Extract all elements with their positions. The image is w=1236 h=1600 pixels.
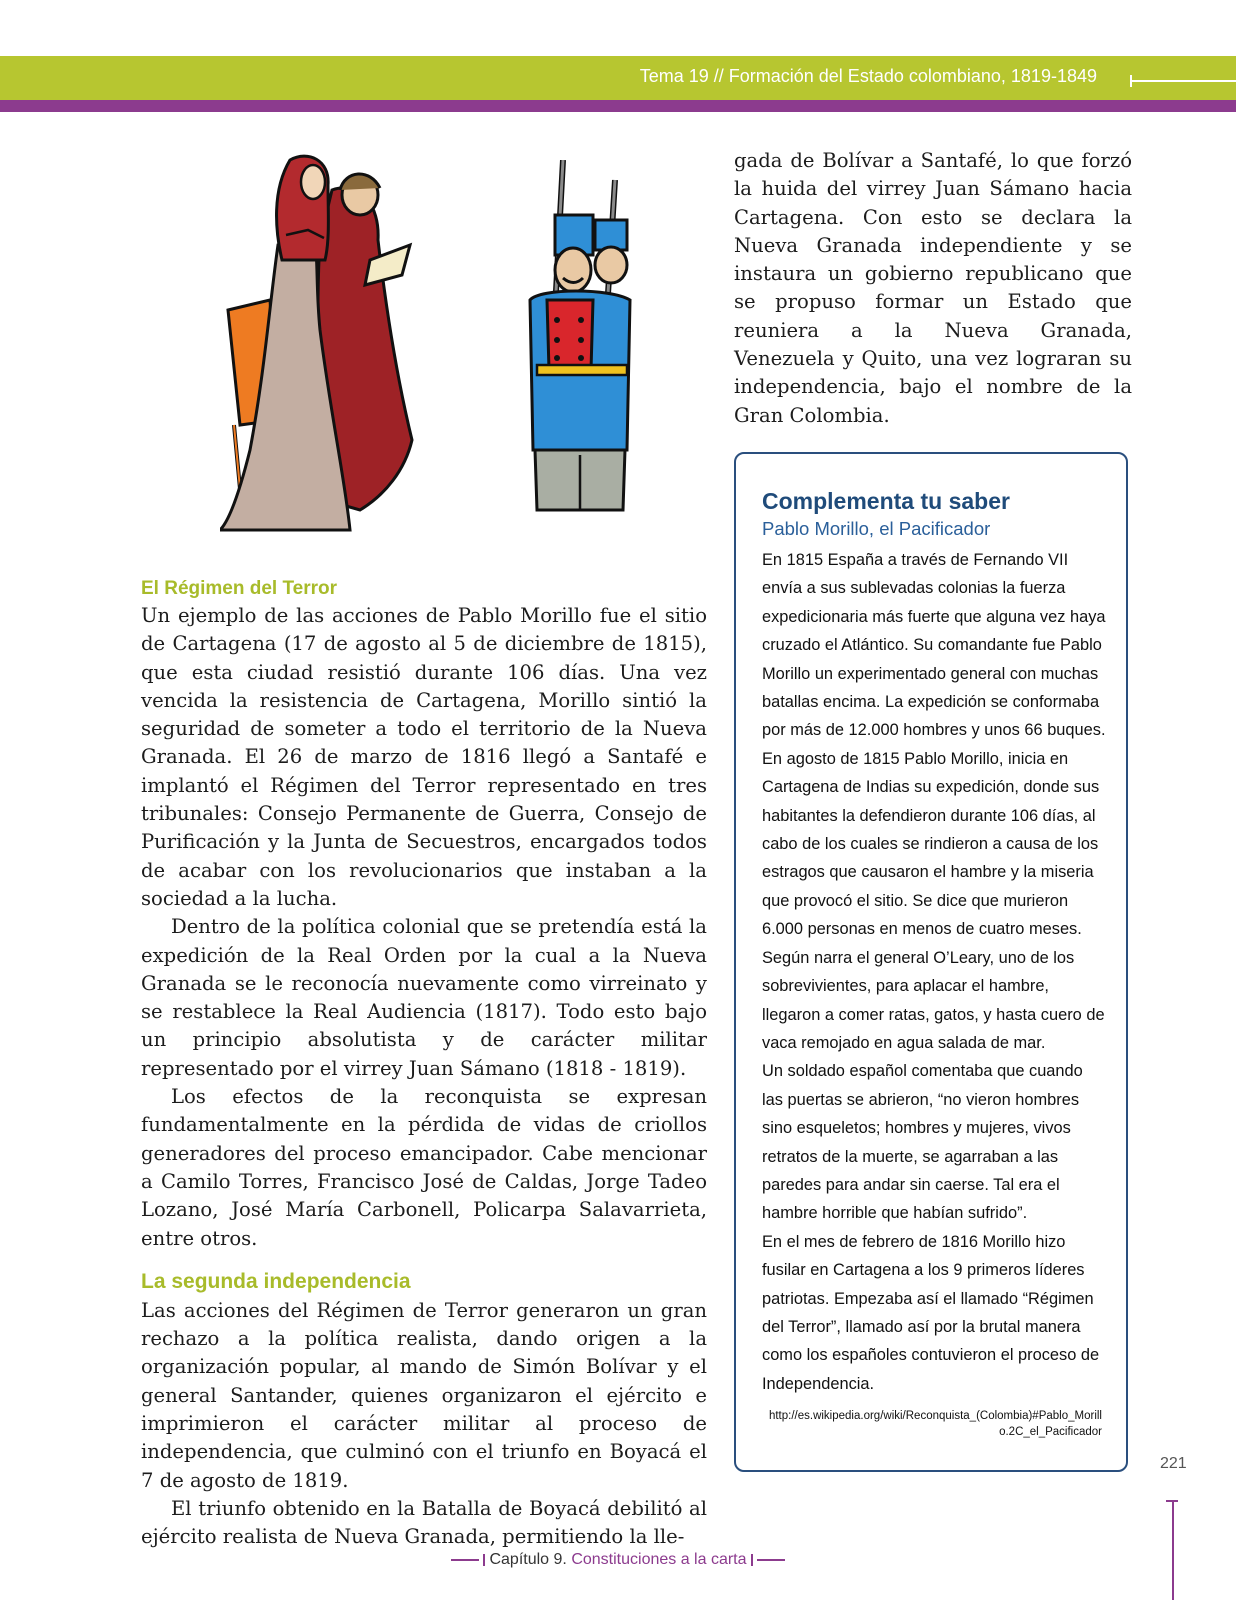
- footer-rule-tick: [483, 1554, 485, 1566]
- paragraph: El triunfo obtenido en la Batalla de Boyacá debilitó al ejército realista de Nueva Granada, permitiendo la lle-: [141, 1496, 707, 1549]
- box-paragraph: En agosto de 1815 Pablo Morillo, inicia en Cartagena de Indias su expedición, donde sus habitantes la defendieron durante 106 días, al cabo de los cuales se rindieron a causa de los estragos que causaron el hambre y la miseria que provocó el sitio. Se dice que murieron 6.000 personas en menos de cuatro meses.: [762, 749, 1100, 939]
- section-heading-regimen-terror: El Régimen del Terror: [141, 578, 338, 599]
- paragraph: Un ejemplo de las acciones de Pablo Morillo fue el sitio de Cartagena (17 de agosto al 5 de diciembre de 1815), que esta ciudad resistió durante 106 días. Una vez vencida la resistencia de Cartagena, Morillo sintió la seguridad de someter a todo el territorio de la Nueva Granada. El 26 de marzo de 1816 llegó a Santafé e implantó el Régimen del Terror representado en tres tribunales: Consejo Permanente de Guerra, Consejo de Purificación y la Junta de Secuestros, encargados todos de acabar con los revolucionarios que instaban a la sociedad a la lucha.: [141, 604, 707, 910]
- box-paragraph: Según narra el general O’Leary, uno de los sobrevivientes, para aplacar el hambre, llegaron a comer ratas, gatos, y hasta cuero de vaca remojado en agua salada de mar.: [762, 948, 1105, 1052]
- woman-and-monk-reading-illustration: [220, 150, 420, 545]
- running-title: Tema 19 // Formación del Estado colombiano, 1819-1849: [639, 66, 1097, 86]
- footer-chapter: Capítulo 9.: [489, 1551, 567, 1568]
- margin-rule: [1172, 1500, 1174, 1600]
- two-soldiers-with-rifles-illustration: [525, 160, 635, 520]
- box-paragraph: En 1815 España a través de Fernando VII envía a sus sublevadas colonias la fuerza expedicionaria más fuerte que alguna vez haya cruzado el Atlántico. Su comandante fue Pablo Morillo un experimentado general con muchas batallas encima. La expedición se conformaba por más de 12.000 hombres y unos 66 buques.: [762, 551, 1106, 740]
- continuation-paragraph: [734, 147, 1132, 430]
- footer-chapter-title: Constituciones a la carta: [571, 1551, 747, 1568]
- header-accent-band: [0, 100, 1236, 112]
- box-paragraph: Un soldado español comentaba que cuando las puertas se abrieron, “no vieron hombres sino esqueletos; hombres y mujeres, vivos retratos de la muerte, se agarraban a las paredes para andar sin caerse. Tal era el hambre horrible que habían sufrido”.: [762, 1062, 1083, 1223]
- paragraph: Los efectos de la reconquista se expresan fundamentalmente en la pérdida de vidas de criollos generadores del proceso emancipador. Cabe mencionar a Camilo Torres, Francisco José de Caldas, Jorge Tadeo Lozano, José María Carbonell, Policarpa Salavarrieta, entre otros.: [141, 1085, 707, 1250]
- continuation-text: gada de Bolívar a Santafé, lo que forzó la huida del virrey Juan Sámano hacia Cartagena. Con esto se declara la Nueva Granada independiente y se instaura un gobierno republicano que se propuso formar un Estado que reuniera a la Nueva Granada, Venezuela y Quito, una vez lograran su independencia, bajo el nombre de la Gran Colombia.: [734, 149, 1132, 427]
- main-column: [141, 576, 707, 1552]
- section-heading-segunda-independencia: La segunda independencia: [141, 1269, 411, 1293]
- box-body: [762, 546, 1107, 1398]
- footer-rule-left: [451, 1559, 479, 1561]
- paragraph: Las acciones del Régimen de Terror generaron un gran rechazo a la política realista, dando origen a la organización popular, al mando de Simón Bolívar y el general Santander, quienes organizaron el ejército e imprimieron el carácter militar al proceso de independencia, que culminó con el triunfo en Boyacá el 7 de agosto de 1819.: [141, 1298, 707, 1492]
- box-paragraph: En el mes de febrero de 1816 Morillo hizo fusilar en Cartagena a los 9 primeros líderes patriotas. Empezaba así el llamado “Régimen del Terror”, llamado así por la brutal manera como los españoles contuvieron el proceso de Independencia.: [762, 1232, 1100, 1393]
- box-subtitle: Pablo Morillo, el Pacificador: [762, 518, 991, 539]
- footer: [0, 1551, 1236, 1569]
- header-rule: [1130, 80, 1236, 82]
- footer-rule-tick: [751, 1554, 753, 1566]
- paragraph: Dentro de la política colonial que se pretendía está la expedición de la Real Orden por la cual a la Nueva Granada se le reconocía nuevamente como virreinato y se restablece la Real Audiencia (1817). Todo esto bajo un principio absolutista y de carácter militar representado por el virrey Juan Sámano (1818 - 1819).: [141, 915, 707, 1080]
- page-number: 221: [1160, 1455, 1187, 1472]
- box-title: Complementa tu saber: [762, 488, 1010, 514]
- source-link[interactable]: http://es.wikipedia.org/wiki/Reconquista_(Colombia)#Pablo_Morillo.2C_el_Pacificador: [768, 1410, 1102, 1438]
- footer-rule-right: [757, 1559, 785, 1561]
